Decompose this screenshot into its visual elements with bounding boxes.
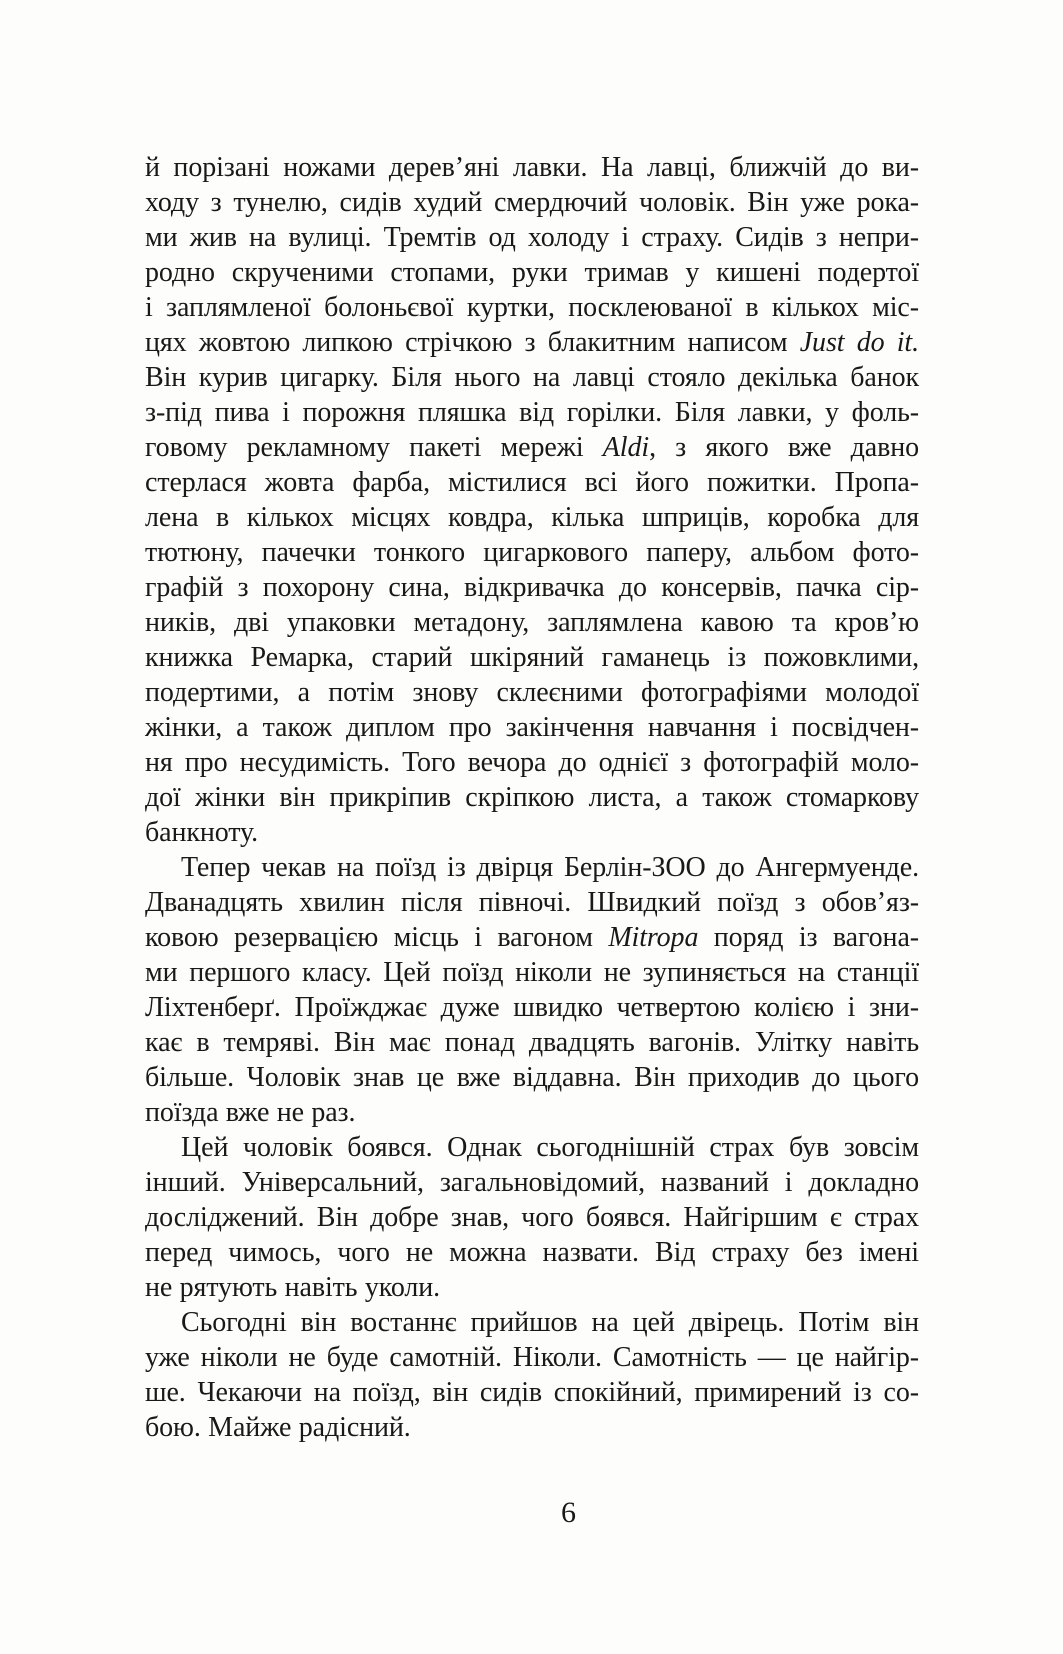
text-segment: жінки, а також диплом про закінчення навчання і посвідчен-	[145, 712, 919, 743]
text-line	[145, 1375, 919, 1410]
text-segment: цях жовтою липкою стрічкою з блакитним написом	[145, 327, 800, 358]
text-segment: Цей чоловік боявся. Однак сьогоднішній страх був зовсім	[181, 1132, 919, 1163]
text-line	[145, 1060, 919, 1095]
text-line	[145, 955, 919, 990]
text-segment: більше. Чоловік знав це вже віддавна. Він приходив до цього	[145, 1062, 919, 1093]
text-line	[145, 850, 919, 885]
text-line	[145, 290, 919, 325]
text-line	[145, 1305, 919, 1340]
text-line	[145, 255, 919, 290]
text-segment: графій з похорону сина, відкривачка до консервів, пачка сір-	[145, 572, 919, 603]
text-line	[145, 675, 919, 710]
text-segment: ше. Чекаючи на поїзд, він сидів спокійний, примирений із со-	[145, 1377, 919, 1408]
text-line	[145, 325, 919, 360]
text-segment: Сьогодні він востаннє прийшов на цей двірець. Потім він	[181, 1307, 919, 1338]
text-segment: ходу з тунелю, сидів худий смердючий чоловік. Він уже рока-	[145, 187, 919, 218]
text-line	[145, 990, 919, 1025]
text-segment: стерлася жовта фарба, містилися всі його пожитки. Пропа-	[145, 467, 919, 498]
text-segment: досліджений. Він добре знав, чого боявся. Найгіршим є страх	[145, 1202, 919, 1233]
text-segment: й порізані ножами дерев’яні лавки. На лавці, ближчій до ви-	[145, 152, 919, 183]
text-segment: Дванадцять хвилин після півночі. Швидкий поїзд з обов’яз-	[145, 887, 919, 918]
text-segment: і заплямленої болоньєвої куртки, посклеюваної в кількох міс-	[145, 292, 919, 323]
text-line	[145, 885, 919, 920]
text-segment: книжка Ремарка, старий шкіряний гаманець із пожовклими,	[145, 642, 919, 673]
text-segment: лена в кількох місцях ковдра, кілька шприців, коробка для	[145, 502, 919, 533]
text-line	[145, 1095, 919, 1130]
text-segment: говому рекламному пакеті мережі	[145, 432, 603, 463]
text-line	[145, 360, 919, 395]
italic-text-segment: Just do it.	[799, 327, 919, 358]
text-line	[145, 710, 919, 745]
italic-text-segment: Aldi	[602, 432, 650, 463]
text-line	[145, 1270, 919, 1305]
text-segment: ників, дві упаковки метадону, заплямлена кавою та кров’ю	[145, 607, 919, 638]
text-line	[145, 1410, 919, 1445]
text-segment: не рятують навіть уколи.	[145, 1272, 441, 1303]
text-line	[145, 465, 919, 500]
text-line	[145, 1025, 919, 1060]
text-segment: ми першого класу. Цей поїзд ніколи не зупиняється на станції	[145, 957, 919, 988]
text-segment: перед чимось, чого не можна назвати. Від страху без імені	[145, 1237, 919, 1268]
text-line	[145, 395, 919, 430]
text-line	[145, 815, 919, 850]
text-line	[145, 640, 919, 675]
text-segment: ми жив на вулиці. Тремтів од холоду і страху. Сидів з непри-	[145, 222, 919, 253]
text-segment: дої жінки він прикріпив скріпкою листа, а також стомаркову	[145, 782, 919, 813]
text-line	[145, 500, 919, 535]
text-segment: поряд із вагона-	[698, 922, 919, 953]
text-segment: з-під пива і порожня пляшка від горілки. Біля лавки, у фоль-	[145, 397, 919, 428]
text-segment: Ліхтенберґ. Проїжджає дуже швидко четвертою колією і зни-	[145, 992, 919, 1023]
text-line	[145, 1235, 919, 1270]
text-block	[145, 150, 919, 1445]
text-segment: Він курив цигарку. Біля нього на лавці стояло декілька банок	[145, 362, 919, 393]
text-line	[145, 1165, 919, 1200]
text-line	[145, 220, 919, 255]
text-segment: інший. Універсальний, загальновідомий, названий і докладно	[145, 1167, 919, 1198]
text-segment: банкноту.	[145, 817, 259, 848]
text-segment: ня про несудимість. Того вечора до однієї з фотографій моло-	[145, 747, 919, 778]
text-line	[145, 605, 919, 640]
page-number: 6	[561, 1496, 576, 1529]
text-line	[145, 1200, 919, 1235]
text-line	[145, 745, 919, 780]
text-line	[145, 570, 919, 605]
text-segment: тютюну, пачечки тонкого цигаркового паперу, альбом фото-	[145, 537, 919, 568]
text-segment: Тепер чекав на поїзд із двірця Берлін-ЗОО до Ангермуенде.	[181, 852, 919, 883]
text-line	[145, 430, 919, 465]
text-line	[145, 150, 919, 185]
text-segment: кає в темряві. Він має понад двадцять вагонів. Улітку навіть	[145, 1027, 919, 1058]
text-line	[145, 780, 919, 815]
text-segment: поїзда вже не раз.	[145, 1097, 356, 1128]
text-segment: , з якого вже давно	[649, 432, 919, 463]
text-segment: бою. Майже радісний.	[145, 1412, 411, 1443]
text-line	[145, 1130, 919, 1165]
text-line	[145, 535, 919, 570]
text-line	[145, 185, 919, 220]
text-segment: подертими, а потім знову склеєними фотографіями молодої	[145, 677, 919, 708]
italic-text-segment: Mitropa	[608, 922, 699, 953]
text-line	[145, 920, 919, 955]
text-segment: родно скрученими стопами, руки тримав у кишені подертої	[145, 257, 919, 288]
text-line	[145, 1340, 919, 1375]
text-segment: ковою резервацією місць і вагоном	[145, 922, 609, 953]
text-segment: уже ніколи не буде самотній. Ніколи. Самотність — це найгір-	[145, 1342, 919, 1373]
